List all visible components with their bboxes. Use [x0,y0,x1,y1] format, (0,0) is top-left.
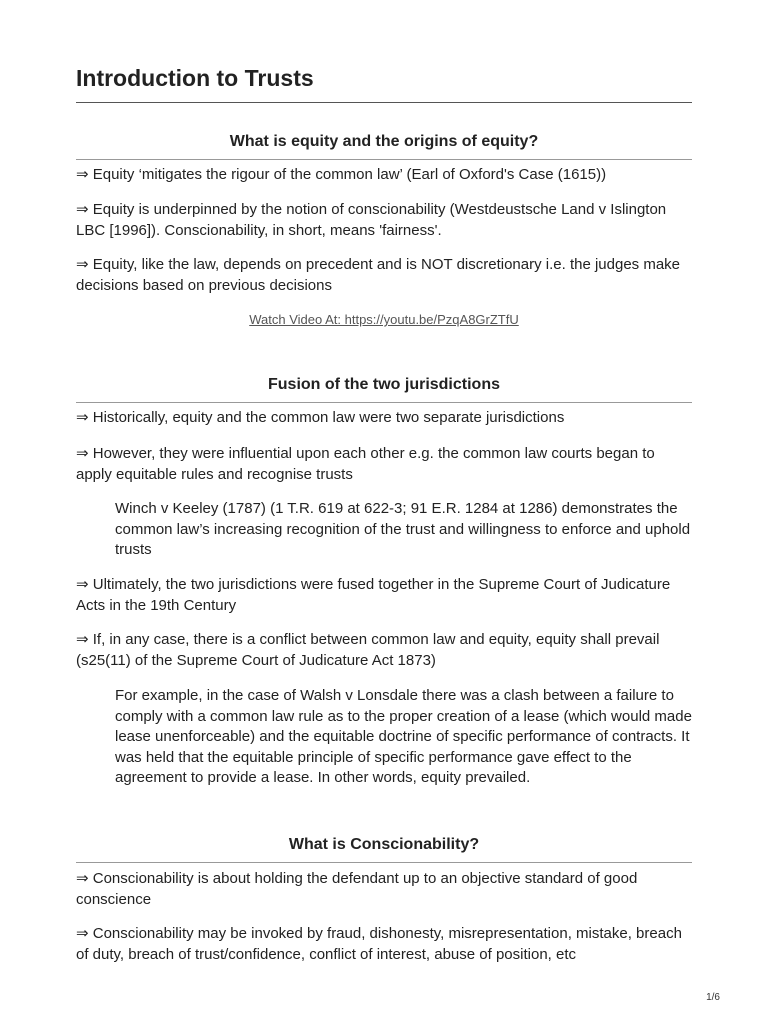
section-heading: What is equity and the origins of equity? [76,132,692,160]
paragraph: ⇒ Historically, equity and the common law were two separate jurisdictions [76,409,565,426]
section-equity-origins [76,132,692,160]
section-heading: What is Conscionability? [76,835,692,863]
section-heading: Fusion of the two jurisdictions [76,375,692,403]
paragraph: ⇒ Equity, like the law, depends on precedent and is NOT discretionary i.e. the judges make decisions based on previous decisions [76,256,681,294]
video-link[interactable]: Watch Video At: https://youtu.be/PzqA8GrZTfU [249,312,519,327]
page-number: 1/6 [706,992,720,1003]
paragraph: ⇒ Equity is underpinned by the notion of conscionability (Westdeustsche Land v Islington LBC [1996]). Conscionability, in short, means 'fairness'. [76,201,667,239]
section-conscionability [76,835,692,863]
paragraph: ⇒ However, they were influential upon each other e.g. the common law courts began to apply equitable rules and recognise trusts [76,445,655,483]
paragraph: ⇒ Ultimately, the two jurisdictions were fused together in the Supreme Court of Judicature Acts in the 19th Century [76,576,671,614]
paragraph: ⇒ Conscionability may be invoked by fraud, dishonesty, misrepresentation, mistake, breach of duty, breach of trust/confidence, conflict of interest, abuse of position, etc [76,925,682,963]
indented-paragraph: For example, in the case of Walsh v Lonsdale there was a clash between a failure to comply with a common law rule as to the proper creation of a lease (which would made lease unenforceable) and the equitable doctrine of specific performance of contracts. It was held that the equitable principle of specific performance gave effect to the agreement to provide a lease. In other words, equity prevailed. [115,687,692,786]
paragraph: ⇒ If, in any case, there is a conflict between common law and equity, equity shall prevail (s25(11) of the Supreme Court of Judicature Act 1873) [76,631,660,669]
indented-paragraph: Winch v Keeley (1787) (1 T.R. 619 at 622-3; 91 E.R. 1284 at 1286) demonstrates the common law’s increasing recognition of the trust and willingness to enforce and uphold trusts [115,500,691,558]
section-fusion [76,375,692,403]
paragraph: ⇒ Equity ‘mitigates the rigour of the common law’ (Earl of Oxford's Case (1615)) [76,166,607,183]
page-title: Introduction to Trusts [76,64,692,103]
paragraph: ⇒ Conscionability is about holding the defendant up to an objective standard of good conscience [76,870,638,908]
